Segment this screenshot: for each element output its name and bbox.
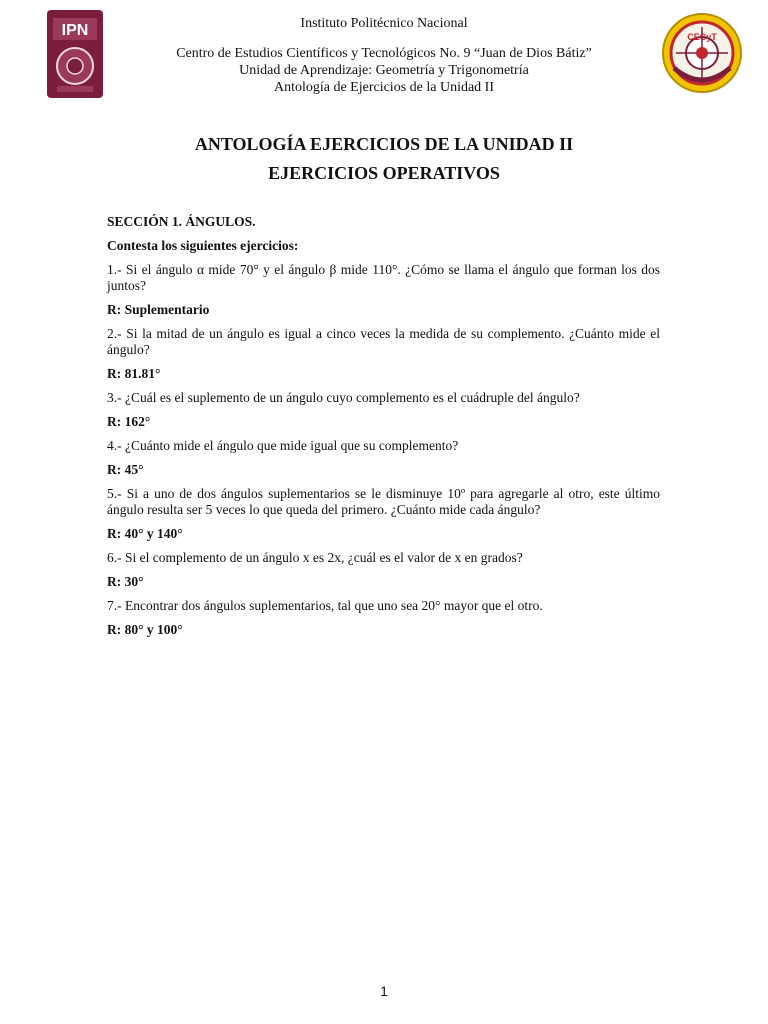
ipn-logo-lettering: IPN (61, 22, 89, 39)
page-title: ANTOLOGÍA EJERCICIOS DE LA UNIDAD II (194, 134, 574, 154)
exercise-section (107, 214, 660, 646)
section-heading: SECCIÓN 1. ÁNGULOS. (107, 214, 256, 229)
question-4: 4.- ¿Cuánto mide el ángulo que mide igual que su complemento? (107, 438, 459, 453)
section-instruction: Contesta los siguientes ejercicios: (107, 238, 299, 253)
question-2: 2.- Si la mitad de un ángulo es igual a cinco veces la medida de su complemento. ¿Cuánto mide el ángulo? (107, 326, 660, 357)
question-7: 7.- Encontrar dos ángulos suplementarios, tal que uno sea 20° mayor que el otro. (107, 598, 543, 613)
unit-name: Unidad de Aprendizaje: Geometría y Trigonometría (239, 63, 529, 78)
answer-6: R: 30° (107, 574, 144, 589)
answer-4: R: 45° (107, 462, 144, 477)
anthology-name: Antología de Ejercicios de la Unidad II (273, 80, 495, 95)
page-number: 1 (380, 983, 388, 999)
answer-1: R: Suplementario (107, 302, 210, 317)
answer-7: R: 80° y 100° (107, 622, 183, 637)
question-1: 1.- Si el ángulo α mide 70° y el ángulo β mide 110°. ¿Cómo se llama el ángulo que forman los dos juntos? (107, 262, 660, 293)
cecyt-logo-lettering: CECyT (687, 32, 717, 42)
answer-3: R: 162° (107, 414, 151, 429)
institution-name: Instituto Politécnico Nacional (300, 16, 468, 31)
answer-5: R: 40° y 140° (107, 526, 183, 541)
answer-2: R: 81.81° (107, 366, 161, 381)
center-name: Centro de Estudios Científicos y Tecnológicos No. 9 “Juan de Dios Bátiz” (176, 46, 592, 61)
ipn-logo (45, 8, 105, 100)
question-5: 5.- Si a uno de dos ángulos suplementarios se le disminuye 10º para agregarle al otro, este último ángulo resulta ser 5 veces lo que queda del primero. ¿Cuánto mide cada ángulo? (107, 486, 660, 517)
cecyt-logo (662, 10, 742, 96)
question-3: 3.- ¿Cuál es el suplemento de un ángulo cuyo complemento es el cuádruple del ángulo? (107, 390, 580, 405)
document-header (130, 15, 638, 96)
question-6: 6.- Si el complemento de un ángulo x es 2x, ¿cuál es el valor de x en grados? (107, 550, 523, 565)
page-subtitle: EJERCICIOS OPERATIVOS (268, 163, 500, 183)
